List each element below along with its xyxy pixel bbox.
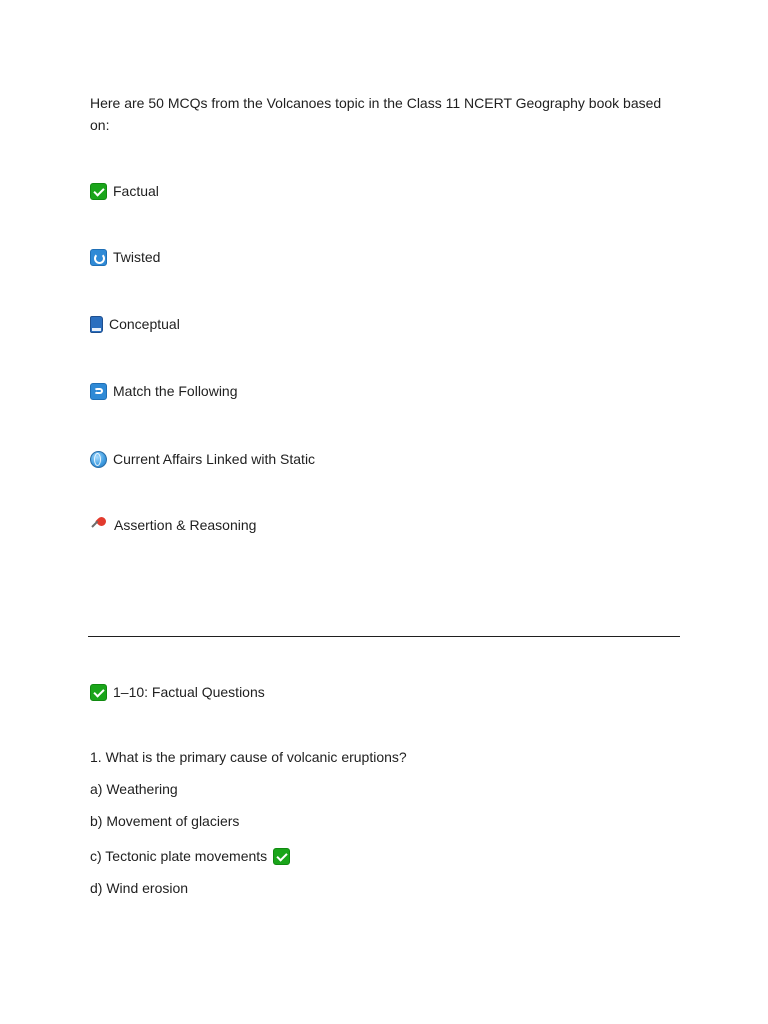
check-mark-icon [90,684,107,701]
option-c [90,846,290,866]
intro-paragraph: Here are 50 MCQs from the Volcanoes topic in the Class 11 NCERT Geography book based on: [90,95,662,133]
book-icon [90,316,103,333]
category-factual [90,181,159,201]
globe-icon [90,451,107,468]
category-label: Assertion & Reasoning [114,517,257,533]
check-mark-icon [90,183,107,200]
question-text: 1. What is the primary cause of volcanic eruptions? [90,749,407,765]
pushpin-icon [90,517,108,534]
category-conceptual [90,314,180,334]
category-label: Conceptual [109,316,180,332]
category-label: Match the Following [113,383,238,399]
category-current-affairs [90,449,315,469]
category-label: Factual [113,183,159,199]
category-match [90,381,238,401]
twisted-arrows-icon [90,249,107,266]
option-b: b) Movement of glaciers [90,813,240,829]
section-heading [90,682,265,702]
category-assertion [90,515,256,535]
category-label: Current Affairs Linked with Static [113,451,316,467]
option-a: a) Weathering [90,781,178,797]
horizontal-divider [88,636,680,637]
category-label: Twisted [113,249,161,265]
correct-answer-check-icon [273,848,290,865]
option-c-label: c) Tectonic plate movements [90,848,268,864]
option-d: d) Wind erosion [90,880,189,896]
category-twisted [90,247,160,267]
section-heading-label: 1–10: Factual Questions [113,684,265,700]
repeat-icon [90,383,107,400]
